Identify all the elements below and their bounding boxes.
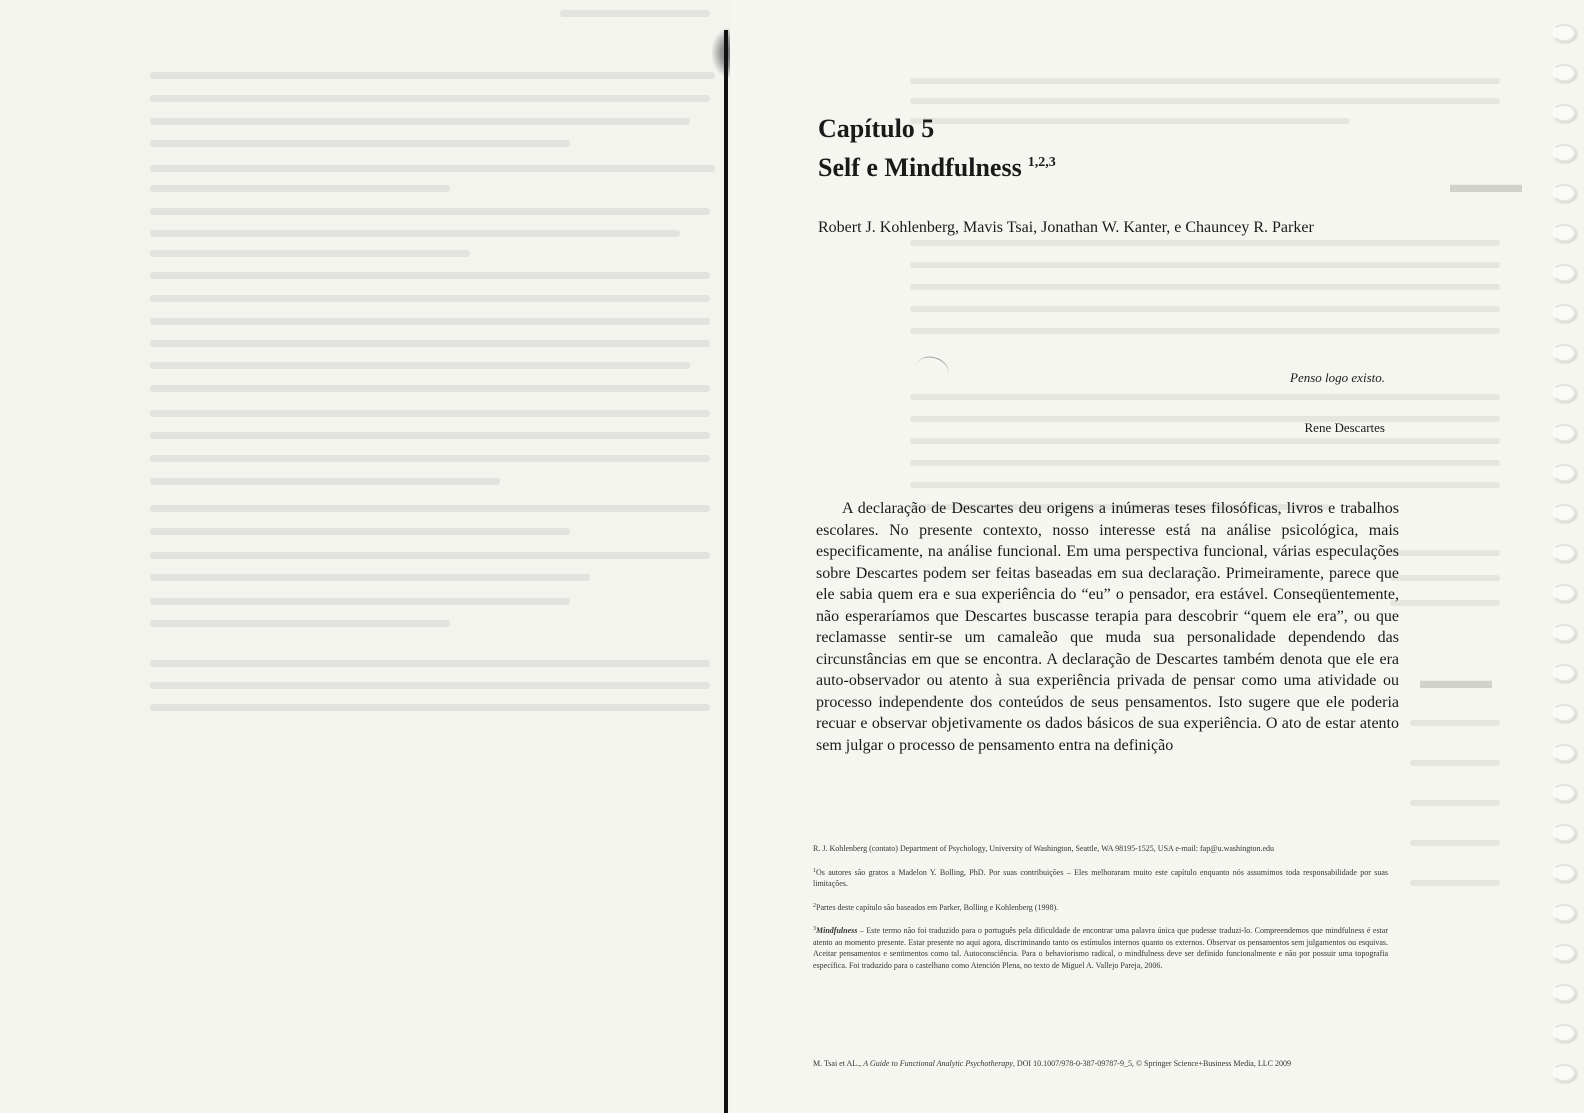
binding-ring bbox=[1550, 140, 1576, 164]
binding-ring bbox=[1550, 740, 1576, 764]
ghost-text-line bbox=[150, 340, 710, 347]
bleed-text-line bbox=[910, 306, 1500, 312]
bleed-text-line bbox=[1410, 880, 1500, 886]
bleed-text-line bbox=[1390, 550, 1500, 556]
binding-ring bbox=[1550, 580, 1576, 604]
binding-ring bbox=[1550, 340, 1576, 364]
ghost-text-line bbox=[150, 455, 710, 462]
book-citation bbox=[813, 1058, 1388, 1069]
binding-ring bbox=[1550, 260, 1576, 284]
ghost-text-line bbox=[150, 478, 500, 485]
epigraph-author: Rene Descartes bbox=[1304, 420, 1385, 435]
binding-ring bbox=[1550, 700, 1576, 724]
body-paragraph: A declaração de Descartes deu origens a inúmeras teses filosóficas, livros e trabalhos escolares. No presente contexto, nosso interesse está na análise psicológica, mais especificamente, na análise funcional. Em uma perspectiva funcional, várias especulações sobre Descartes podem ser feitas baseadas em sua declaração. Primeiramente, parece que ele sabia quem era e sua experiência do “eu” o pensador, era estável. Conseqüentemente, não esperaríamos que Descartes buscasse terapia para descobrir “quem ele era”, ou que reclamasse sentir-se um camaleão que muda sua personalidade dependendo das circunstâncias em que se encontra. A declaração de Descartes também denota que ele era auto-observador ou atento à sua experiência privada de pensar como uma atividade ou processo independente dos conteúdos de seus pensamentos. Isto sugere que ele poderia recuar e observar objetivamente os dados básicos de sua experiência. O ato de estar atento sem julgar o processo de pensamento entra na definição bbox=[816, 500, 1399, 754]
ghost-text-line bbox=[150, 295, 710, 302]
chapter-label: Capítulo 5 bbox=[818, 114, 935, 143]
footnote-contact: R. J. Kohlenberg (contato) Department of Psychology, University of Washington, Seattle, WA 98195-1525, USA e-mail: fap@u.washington.edu bbox=[813, 844, 1275, 853]
binding-ring bbox=[1550, 380, 1576, 404]
footnote-term: Mindfulness bbox=[816, 926, 858, 935]
author-list: Robert J. Kohlenberg, Mavis Tsai, Jonathan W. Kanter, e Chauncey R. Parker bbox=[818, 219, 1314, 236]
citation-details: , DOI 10.1007/978-0-387-09787-9_5, © Springer Science+Business Media, LLC 2009 bbox=[1012, 1059, 1291, 1068]
bleed-text-line bbox=[910, 482, 1500, 488]
footnote-mark: 3 bbox=[813, 926, 816, 932]
bleed-text-line bbox=[1390, 575, 1500, 581]
bleed-text-line bbox=[910, 78, 1500, 84]
ghost-text-line bbox=[150, 574, 590, 581]
ghost-text-line bbox=[150, 118, 690, 125]
citation-book-title: A Guide to Functional Analytic Psychotherapy bbox=[863, 1059, 1013, 1068]
ghost-text-line bbox=[150, 208, 710, 215]
ghost-text-line bbox=[150, 410, 710, 417]
chapter-title bbox=[818, 146, 1056, 185]
footnote-mark: 1 bbox=[813, 867, 816, 874]
binding-ring bbox=[1550, 900, 1576, 924]
page-gutter bbox=[724, 30, 728, 1113]
ghost-text-line bbox=[150, 72, 715, 79]
binding-ring bbox=[1550, 60, 1576, 84]
bleed-text-line bbox=[910, 118, 1350, 124]
binding-ring bbox=[1550, 940, 1576, 964]
ghost-text-line bbox=[150, 528, 570, 535]
ghost-text-line bbox=[150, 318, 710, 325]
bleed-text-line bbox=[910, 394, 1500, 400]
bleed-text-line bbox=[1410, 720, 1500, 726]
binding-ring bbox=[1550, 620, 1576, 644]
bleed-text-line bbox=[1410, 800, 1500, 806]
footnote-text: Os autores são gratos a Madelon Y. Bolling, PhD. Por suas contribuições – Eles melhoraram muito este capítulo enquanto nós assumimos toda responsabilidade por suas limitações. bbox=[813, 867, 1388, 888]
binding-ring bbox=[1550, 780, 1576, 804]
binding-ring bbox=[1550, 420, 1576, 444]
footnote-mark: 2 bbox=[813, 902, 816, 909]
binding-ring bbox=[1550, 820, 1576, 844]
ghost-text-line bbox=[150, 250, 470, 257]
ghost-text-line bbox=[150, 385, 710, 392]
ghost-text-line bbox=[150, 432, 710, 439]
bleed-text-line bbox=[910, 240, 1500, 246]
bleed-heading: ▬▬▬ bbox=[1450, 172, 1522, 198]
ghost-text-line bbox=[150, 682, 710, 689]
bleed-heading: ▬▬▬ bbox=[1420, 668, 1492, 694]
binding-ring bbox=[1550, 660, 1576, 684]
binding-ring bbox=[1550, 460, 1576, 484]
ghost-text-line bbox=[150, 660, 710, 667]
footnote-1 bbox=[813, 866, 1388, 890]
binding-ring bbox=[1550, 300, 1576, 324]
ghost-text-line bbox=[150, 272, 710, 279]
ghost-text-line bbox=[150, 505, 710, 512]
bleed-text-line bbox=[910, 262, 1500, 268]
binding-ring bbox=[1550, 1060, 1576, 1084]
epigraph-quote: Penso logo existo. bbox=[1290, 370, 1385, 385]
binding-ring bbox=[1550, 500, 1576, 524]
binding-ring bbox=[1550, 100, 1576, 124]
bleed-text-line bbox=[1390, 600, 1500, 606]
binding-ring bbox=[1550, 220, 1576, 244]
ghost-text-line bbox=[150, 165, 715, 172]
ghost-text-line bbox=[150, 598, 570, 605]
ghost-text-line bbox=[150, 140, 570, 147]
bleed-text-line bbox=[910, 98, 1500, 104]
ghost-text-line bbox=[560, 10, 710, 17]
binding-ring bbox=[1550, 980, 1576, 1004]
footnotes bbox=[813, 843, 1388, 982]
binding-ring bbox=[1550, 1020, 1576, 1044]
ghost-text-line bbox=[150, 552, 710, 559]
binding-ring bbox=[1550, 180, 1576, 204]
ghost-text-line bbox=[150, 95, 710, 102]
bleed-text-line bbox=[910, 438, 1500, 444]
footnote-3 bbox=[813, 924, 1388, 971]
footnote-text: Partes deste capítulo são baseados em Parker, Bolling e Kohlenberg (1998). bbox=[816, 902, 1059, 912]
footnote-2 bbox=[813, 901, 1388, 914]
chapter-footnote-marks: 1,2,3 bbox=[1027, 155, 1056, 170]
ghost-text-line bbox=[150, 620, 450, 627]
binding-ring bbox=[1550, 860, 1576, 884]
bleed-text-line bbox=[910, 284, 1500, 290]
ghost-text-line bbox=[150, 185, 450, 192]
bleed-text-line bbox=[910, 460, 1500, 466]
bleed-text-line bbox=[1410, 760, 1500, 766]
bleed-text-line bbox=[1410, 840, 1500, 846]
facing-page-left bbox=[0, 0, 730, 1113]
bleed-text-line bbox=[910, 328, 1500, 334]
binding-ring bbox=[1550, 540, 1576, 564]
ghost-text-line bbox=[150, 704, 710, 711]
ghost-text-line bbox=[150, 230, 680, 237]
binding-ring bbox=[1550, 20, 1576, 44]
footnote-text: – Este termo não foi traduzido para o português pela dificuldade de encontrar uma palavra única que pudesse traduzi-lo. Compreendemos que mindfulness é estar atento ao momento presente. Estar presente no aqui agora, discriminando tanto os estímulos internos quanto os externos. Observar os pensamentos sem julgamentos ou esquivas. Aceitar pensamentos e sentimentos como tal. Autoconsciência. Para o behaviorismo radical, o mindfulness deve ser definido funcionalmente e não por possuir uma topografia específica. Foi traduzido para o castelhano como Atención Plena, no texto de Miguel A. Vallejo Pareja, 2006. bbox=[813, 926, 1388, 970]
ghost-text-line bbox=[150, 362, 690, 369]
chapter-title-text: Self e Mindfulness bbox=[818, 153, 1022, 182]
citation-authors: M. Tsai et AL., bbox=[813, 1059, 864, 1068]
